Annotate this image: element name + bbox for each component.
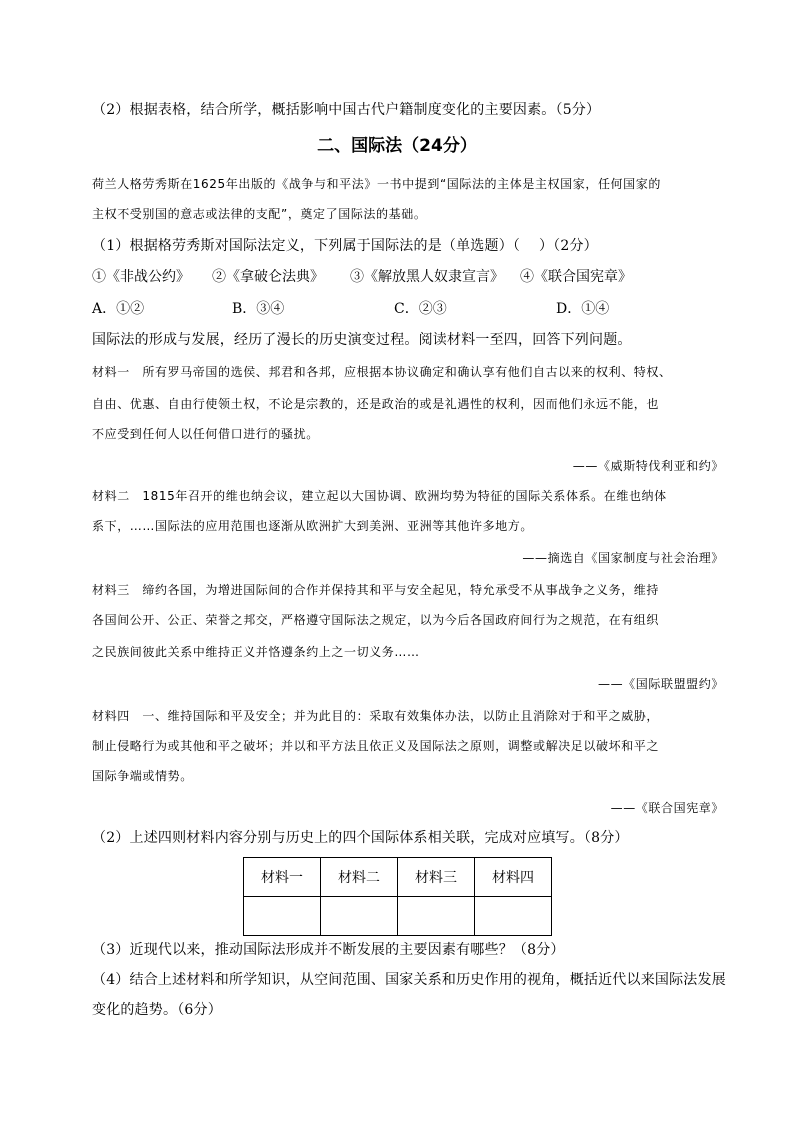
section-title: 二、国际法（24分） bbox=[317, 136, 477, 156]
option-a[interactable]: A．①② bbox=[92, 301, 145, 317]
intro-line-2: 主权不受别国的意志或法律的支配”，奠定了国际法的基础。 bbox=[92, 207, 427, 221]
table-header-material-2: 材料二 bbox=[321, 858, 398, 897]
material-4-line-1: 材料四 一、维持国际和平及安全；并为此目的：采取有效集体办法，以防止且消除对于和平之威胁， bbox=[92, 709, 660, 723]
answer-cell-4[interactable] bbox=[475, 897, 552, 936]
material-4-line-3: 国际争端或情势。 bbox=[92, 769, 193, 783]
material-3-line-1: 材料三 缔约各国，为增进国际间的合作并保持其和平与安全起见，特允承受不从事战争之义务，维持 bbox=[92, 583, 660, 597]
material-2-source: ——摘选自《国家制度与社会治理》 bbox=[522, 551, 724, 565]
material-2-line-2: 系下，……国际法的应用范围也逐渐从欧洲扩大到美洲、亚洲等其他许多地方。 bbox=[92, 519, 534, 533]
answer-cell-3[interactable] bbox=[398, 897, 475, 936]
question-2-previous: （2）根据表格，结合所学，概括影响中国古代户籍制度变化的主要因素。（5分） bbox=[92, 102, 601, 118]
question-1-stem: （1）根据格劳秀斯对国际法定义，下列属于国际法的是（单选题）（ ）（2分） bbox=[92, 238, 598, 254]
item-4: ④《联合国宪章》 bbox=[520, 269, 632, 285]
item-1: ①《非战公约》 bbox=[92, 269, 190, 285]
material-4-source: ——《联合国宪章》 bbox=[610, 801, 724, 815]
answer-cell-1[interactable] bbox=[244, 897, 321, 936]
question-2-stem: （2）上述四则材料内容分别与历史上的四个国际体系相关联，完成对应填写。（8分） bbox=[92, 830, 629, 846]
option-b[interactable]: B．③④ bbox=[232, 301, 285, 317]
question-4-line-2: 变化的趋势。（6分） bbox=[92, 1002, 222, 1018]
material-1-line-3: 不应受到任何人以任何借口进行的骚扰。 bbox=[92, 427, 319, 441]
item-3: ③《解放黑人奴隶宣言》 bbox=[350, 269, 504, 285]
question-3-stem: （3）近现代以来，推动国际法形成并不断发展的主要因素有哪些？（8分） bbox=[92, 942, 565, 958]
material-2-line-1: 材料二 1815年召开的维也纳会议，建立起以大国协调、欧洲均势为特征的国际关系体系。在维也纳体 bbox=[92, 489, 667, 503]
item-2: ②《拿破仑法典》 bbox=[212, 269, 324, 285]
table-header-material-4: 材料四 bbox=[475, 858, 552, 897]
question-4-line-1: （4）结合上述材料和所学知识，从空间范围、国家关系和历史作用的视角，概括近代以来国际法发展 bbox=[92, 972, 726, 988]
answer-cell-2[interactable] bbox=[321, 897, 398, 936]
material-4-line-2: 制止侵略行为或其他和平之破坏；并以和平方法且依正义及国际法之原则，调整或解决足以破坏和平之 bbox=[92, 739, 660, 753]
table-header-material-1: 材料一 bbox=[244, 858, 321, 897]
option-d[interactable]: D．①④ bbox=[556, 301, 610, 317]
material-3-line-2: 各国间公开、公正、荣誉之邦交，严格遵守国际法之规定，以为今后各国政府间行为之规范，在有组织 bbox=[92, 613, 660, 627]
material-3-source: ——《国际联盟盟约》 bbox=[597, 677, 724, 691]
question-1-options bbox=[92, 298, 724, 320]
material-1-line-1: 材料一 所有罗马帝国的选侯、邦君和各邦，应根据本协议确定和确认享有他们自古以来的权利、特权、 bbox=[92, 365, 672, 379]
question-1-items bbox=[92, 266, 724, 288]
intro-line-1: 荷兰人格劳秀斯在1625年出版的《战争与和平法》一书中提到“国际法的主体是主权国家，任何国家的 bbox=[92, 177, 661, 191]
material-3-line-3: 之民族间彼此关系中维持正义并恪遵条约上之一切义务…… bbox=[92, 645, 420, 659]
material-1-line-2: 自由、优惠、自由行使领土权，不论是宗教的，还是政治的或是礼遇性的权利，因而他们永远不能，也 bbox=[92, 397, 660, 411]
answer-table bbox=[243, 857, 552, 936]
table-header-material-3: 材料三 bbox=[398, 858, 475, 897]
option-c[interactable]: C．②③ bbox=[394, 301, 447, 317]
material-1-source: ——《威斯特伐利亚和约》 bbox=[572, 459, 724, 473]
materials-lead: 国际法的形成与发展，经历了漫长的历史演变过程。阅读材料一至四，回答下列问题。 bbox=[92, 332, 632, 348]
